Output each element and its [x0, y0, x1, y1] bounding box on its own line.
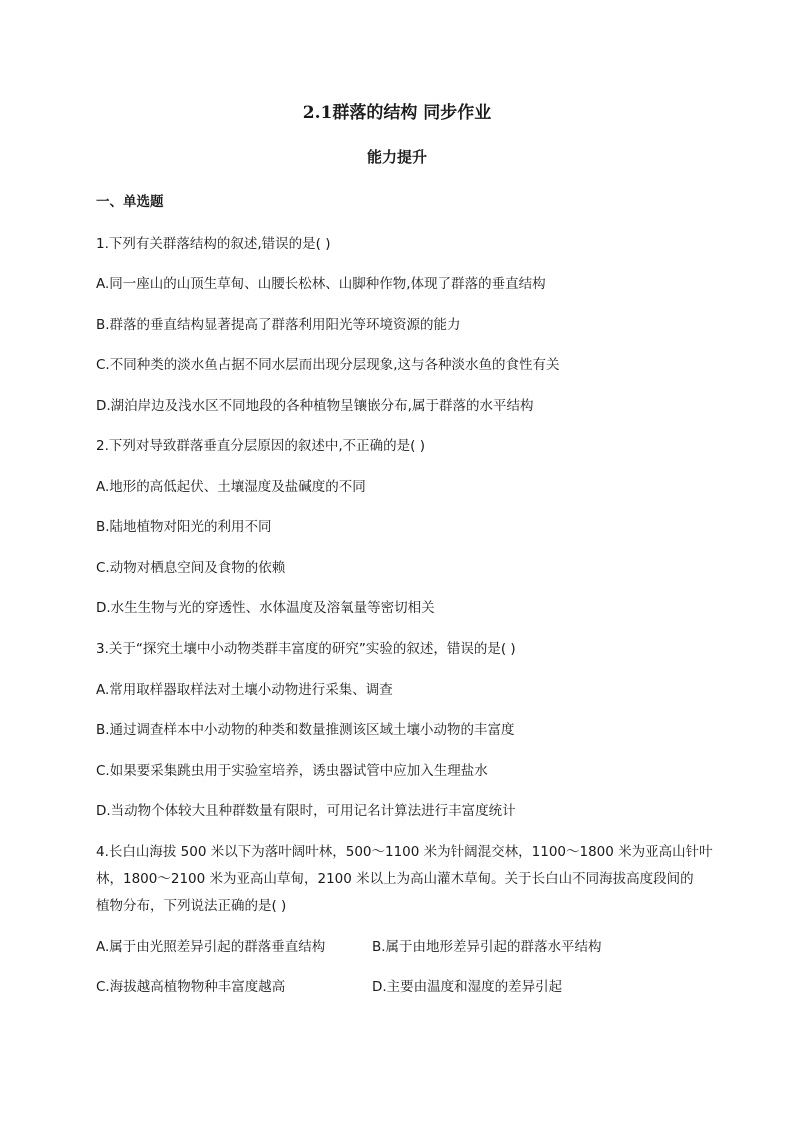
- question-2-stem: 2.下列对导致群落垂直分层原因的叙述中,不正确的是( ): [96, 438, 425, 454]
- question-1-option-c: C.不同种类的淡水鱼占据不同水层而出现分层现象,这与各种淡水鱼的食性有关: [96, 357, 560, 373]
- question-2-option-a: A.地形的高低起伏、土壤湿度及盐碱度的不同: [96, 479, 366, 495]
- question-4-stem-line-3: 植物分布，下列说法正确的是( ): [96, 898, 287, 914]
- question-4-stem-line-1: 4.长白山海拔 500 米以下为落叶阔叶林，500～1100 米为针阔混交林，1100～1800 米为亚高山针叶: [96, 844, 713, 860]
- question-3-option-a: A.常用取样器取样法对土壤小动物进行采集、调查: [96, 682, 393, 698]
- question-4-stem-line-2: 林，1800～2100 米为亚高山草甸，2100 米以上为高山灌木草甸。关于长白山不同海拔高度段间的: [96, 871, 694, 887]
- question-1-option-d: D.湖泊岸边及浅水区不同地段的各种植物呈镶嵌分布,属于群落的水平结构: [96, 398, 534, 414]
- question-3-stem: 3.关于“探究土壤中小动物类群丰富度的研究”实验的叙述，错误的是( ): [96, 641, 516, 657]
- question-1-stem: 1.下列有关群落结构的叙述,错误的是( ): [96, 236, 331, 252]
- question-1-option-a: A.同一座山的山顶生草甸、山腰长松林、山脚种作物,体现了群落的垂直结构: [96, 276, 546, 292]
- question-4-option-d: D.主要由温度和湿度的差异引起: [372, 979, 563, 995]
- page-title: 2.1群落的结构 同步作业: [302, 103, 492, 123]
- section-heading: 一、单选题: [96, 194, 164, 210]
- question-2-option-c: C.动物对栖息空间及食物的依赖: [96, 560, 286, 576]
- page-subtitle: 能力提升: [366, 148, 427, 166]
- question-1-option-b: B.群落的垂直结构显著提高了群落利用阳光等环境资源的能力: [96, 317, 461, 333]
- question-3-option-c: C.如果要采集跳虫用于实验室培养，诱虫器试管中应加入生理盐水: [96, 763, 488, 779]
- question-3-option-b: B.通过调查样本中小动物的种类和数量推测该区域土壤小动物的丰富度: [96, 722, 515, 738]
- question-4-option-a: A.属于由光照差异引起的群落垂直结构: [96, 939, 326, 955]
- question-4-option-c: C.海拔越高植物物种丰富度越高: [96, 979, 286, 995]
- question-2-option-b: B.陆地植物对阳光的利用不同: [96, 519, 272, 535]
- question-4-option-b: B.属于由地形差异引起的群落水平结构: [372, 939, 602, 955]
- question-2-option-d: D.水生生物与光的穿透性、水体温度及溶氧量等密切相关: [96, 600, 435, 616]
- question-3-option-d: D.当动物个体较大且种群数量有限时，可用记名计算法进行丰富度统计: [96, 803, 516, 819]
